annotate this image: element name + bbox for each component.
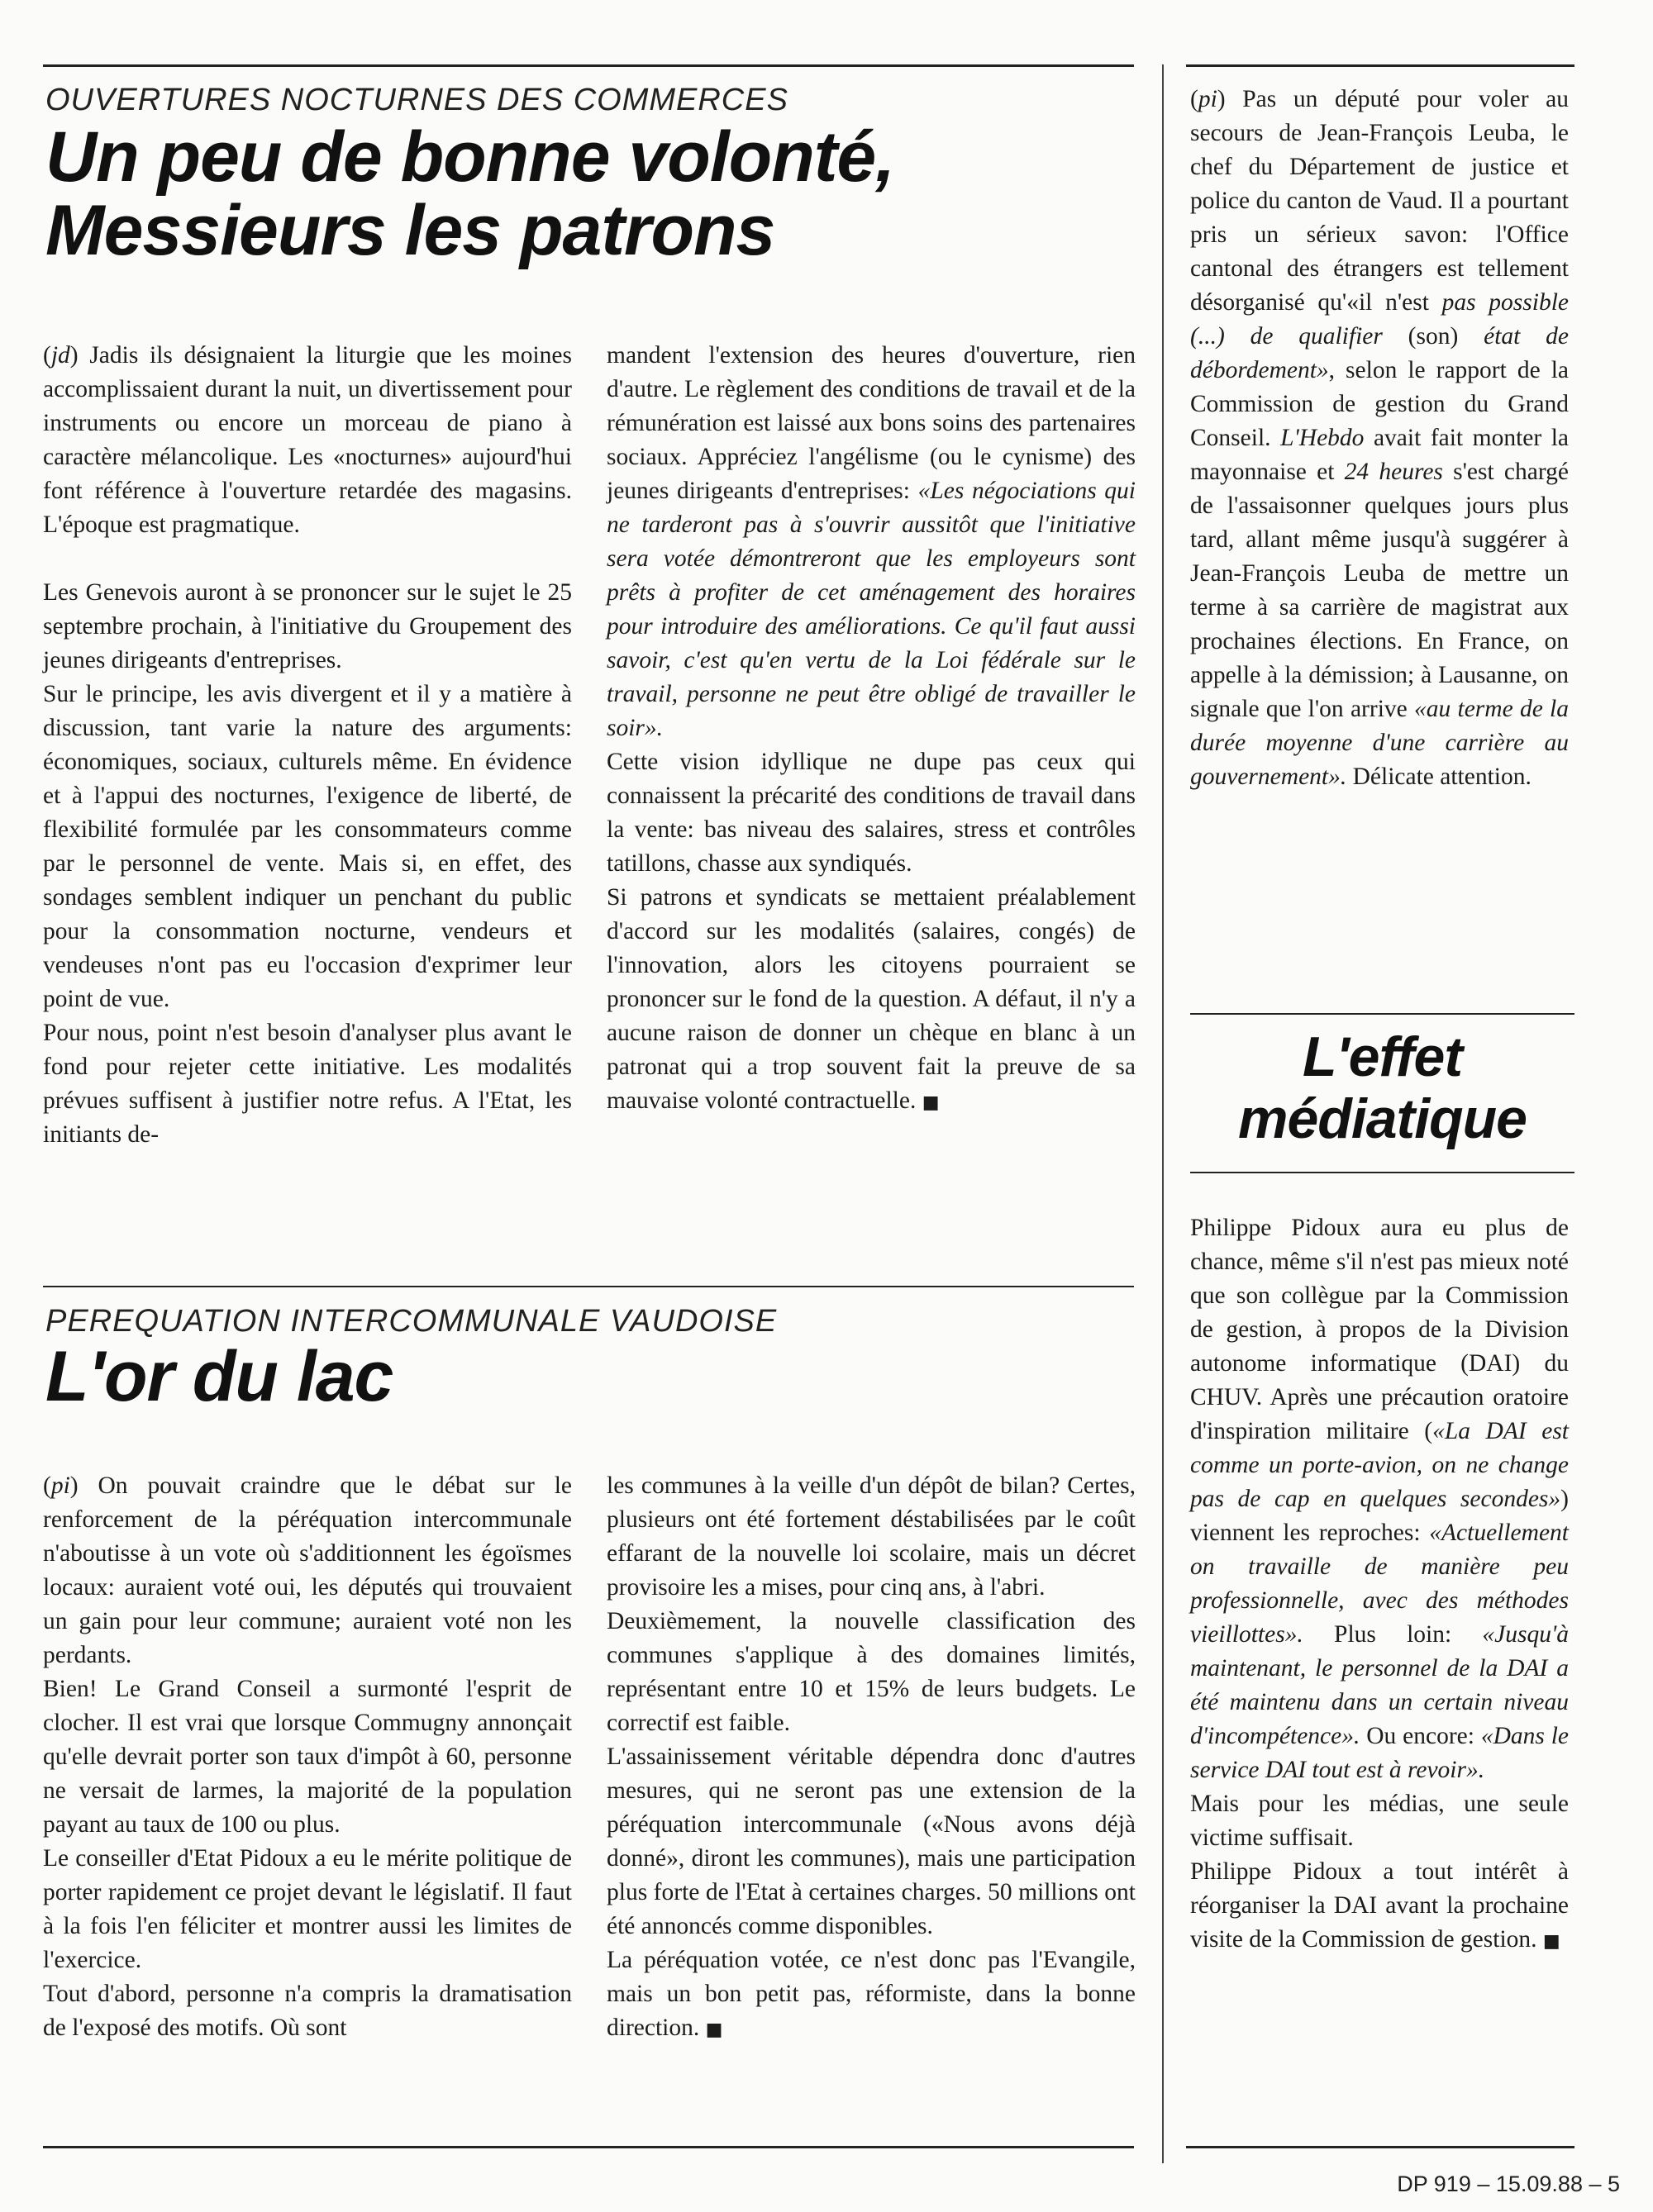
bottom-rule-main	[43, 2146, 1134, 2148]
article2-col2-paragraph-3: L'assainissement véritable dépendra donc d'autres mesures, qui ne seront pas une extension de la péréquation intercommunale («Nous avons déjà donné», diront les communes), mais une participation plus forte de l'Etat à certaines charges. 50 millions ont été annoncés comme disponibles.	[607, 1743, 1136, 1939]
article2-headline: L'or du lac	[45, 1337, 393, 1416]
sidebar-bottom-column	[1190, 1211, 1569, 1958]
sidebar-top-byline: pi	[1198, 86, 1217, 112]
article2-col1-paragraph-2: Bien! Le Grand Conseil a surmonté l'esprit de clocher. Il est vrai que lorsque Commugny annonçait qu'elle devrait porter son taux d'impôt à 60, personne ne versait de larmes, la majorité de la population payant au taux de 100 ou plus.	[43, 1676, 572, 1838]
article2-column-1	[43, 1469, 572, 2045]
article1-column-1	[43, 339, 572, 1152]
sidebar-bottom-headline-line2: médiatique	[1238, 1087, 1527, 1150]
article2-col2-paragraph-2: Deuxièmement, la nouvelle classification des communes s'applique à des domaines limités, représentant entre 10 et 15% de leurs budgets. Le correctif est faible.	[607, 1608, 1136, 1736]
article1-headline-line1: Un peu de bonne volonté,	[45, 117, 895, 197]
sidebar-top-column	[1190, 83, 1569, 794]
sidebar-bottom-paragraph-3: Philippe Pidoux a tout intérêt à réorganiser la DAI avant la prochaine visite de la Commission de gestion. ■	[1190, 1858, 1569, 1953]
column-divider	[1162, 64, 1164, 2163]
article1-byline: jd	[50, 342, 70, 369]
sidebar-bottom-headline-line1: L'effet	[1302, 1025, 1463, 1088]
sidebar-top-paragraph: (pi) Pas un député pour voler au secours de Jean-François Leuba, le chef du Département de justice et police du canton de Vaud. Il a pourtant pris un sérieux savon: l'Office cantonal des étrangers est tellement désorganisé qu'«il n'est pas possible (...) de qualifier (son) état de débordement», selon le rapport de la Commission de gestion du Grand Conseil. L'Hebdo avait fait monter la mayonnaise et 24 heures s'est chargé de l'assaisonner quelques jours plus tard, allant même jusqu'à suggérer à Jean-François Leuba de mettre un terme à sa carrière de magistrat aux prochaines élections. En France, on appelle à la démission; à Lausanne, on signale que l'on arrive «au terme de la durée moyenne d'une carrière au gouvernement». Délicate attention.	[1190, 86, 1570, 790]
article1-col1-paragraph-2: Les Genevois auront à se prononcer sur le sujet le 25 septembre prochain, à l'initiative du Groupement des jeunes dirigeants d'entreprises.	[43, 579, 572, 673]
article1-quote: «Les négociations qui ne tarderont pas à s'ouvrir aussitôt que l'initiative sera votée démontreront que les employeurs sont prêts à profiter de cet aménagement des horaires pour introduire des améliorations. Ce qu'il faut aussi savoir, c'est qu'en vertu de la Loi fédérale sur le travail, personne ne peut être obligé de travailler le soir».	[607, 478, 1136, 741]
sidebar-bottom-paragraph-1: Philippe Pidoux aura eu plus de chance, même s'il n'est pas mieux noté que son collègue par la Commission de gestion, à propos de la Division autonome informatique (DAI) du CHUV. Après une précaution oratoire d'inspiration militaire («La DAI est comme un porte-avion, on ne change pas de cap en quelques secondes») viennent les reproches: «Actuellement on travaille de manière peu professionnelle, avec des méthodes vieillottes». Plus loin: «Jusqu'à maintenant, le personnel de la DAI a été maintenu dans un certain niveau d'incompétence». Ou encore: «Dans le service DAI tout est à revoir».	[1190, 1215, 1570, 1783]
end-mark-icon: ■	[922, 1092, 940, 1113]
sidebar-bottom-paragraph-2: Mais pour les médias, une seule victime suffisait.	[1190, 1791, 1569, 1851]
article1-col2-paragraph-1: mandent l'extension des heures d'ouverture, rien d'autre. Le règlement des conditions de travail et de la rémunération est laissé aux bons soins des partenaires sociaux. Appréciez l'angélisme (ou le cynisme) des jeunes dirigeants d'entreprises: «Les négociations qui ne tarderont pas à s'ouvrir aussitôt que l'initiative sera votée démontreront que les employeurs sont prêts à profiter de cet aménagement des horaires pour introduire des améliorations. Ce qu'il faut aussi savoir, c'est qu'en vertu de la Loi fédérale sur le travail, personne ne peut être obligé de travailler le soir».	[607, 342, 1136, 741]
article1-headline	[45, 117, 1136, 271]
article2-column-2	[607, 1469, 1136, 2047]
article1-kicker: OUVERTURES NOCTURNES DES COMMERCES	[45, 83, 788, 117]
sidebar-bottom-headline	[1190, 1026, 1574, 1150]
article1-col1-paragraph-1: (jd) Jadis ils désignaient la liturgie que les moines accomplissaient durant la nuit, un divertissement pour instruments ou encore un morceau de piano à caractère mélancolique. Les «nocturnes» aujourd'hui font référence à l'ouverture retardée des magasins. L'époque est pragmatique.	[43, 342, 572, 538]
article1-col1-paragraph-3: Sur le principe, les avis divergent et il y a matière à discussion, tant varie la nature des arguments: économiques, sociaux, culturels même. En évidence et à l'appui des nocturnes, l'exigence de liberté, de flexibilité formulée par les consommateurs comme par le personnel de vente. Mais si, en effet, des sondages semblent indiquer un penchant du public pour la consommation nocturne, vendeurs et vendeuses n'ont pas eu l'occasion d'exprimer leur point de vue.	[43, 681, 572, 1012]
article2-byline: pi	[50, 1472, 70, 1499]
article2-col2-paragraph-1: les communes à la veille d'un dépôt de bilan? Certes, plusieurs ont été fortement déstabilisées par le coût effarant de la nouvelle loi scolaire, mais un décret provisoire les a mises, pour cinq ans, à l'abri.	[607, 1472, 1136, 1601]
article1-col2-paragraph-2: Cette vision idyllique ne dupe pas ceux qui connaissent la précarité des conditions de travail dans la vente: bas niveau des salaires, stress et contrôles tatillons, chasse aux syndiqués.	[607, 749, 1136, 877]
article2-col1-paragraph-1: (pi) On pouvait craindre que le débat sur le renforcement de la péréquation intercommunale n'aboutisse à un vote où s'additionnent les égoïsmes locaux: auraient voté oui, les députés qui trouvaient un gain pour leur commune; auraient voté non les perdants.	[43, 1472, 572, 1668]
sidebar-separator-rule-bottom	[1190, 1172, 1574, 1173]
article1-headline-line2: Messieurs les patrons	[45, 191, 775, 271]
article2-col2-paragraph-4: La péréquation votée, ce n'est donc pas l'Evangile, mais un bon petit pas, réformiste, dans la bonne direction. ■	[607, 1947, 1136, 2041]
article2-col1-paragraph-3: Le conseiller d'Etat Pidoux a eu le mérite politique de porter rapidement ce projet devant le législatif. Il faut à la fois l'en féliciter et montrer aussi les limites de l'exercice.	[43, 1845, 572, 1973]
top-rule-sidebar	[1186, 64, 1574, 67]
publication-name: 24 heures	[1344, 459, 1443, 485]
end-mark-icon: ■	[1542, 1931, 1560, 1952]
top-rule-main	[43, 64, 1134, 67]
article-separator-rule	[43, 1286, 1134, 1287]
article1-col1-paragraph-4: Pour nous, point n'est besoin d'analyser plus avant le fond pour rejeter cette initiative. Les modalités prévues suffisent à justifier notre refus. A l'Etat, les initiants de-	[43, 1020, 572, 1148]
end-mark-icon: ■	[705, 2019, 723, 2040]
sidebar-separator-rule-top	[1190, 1013, 1574, 1015]
publication-name: L'Hebdo	[1280, 425, 1365, 451]
page-footer: DP 919 – 15.09.88 – 5	[1397, 2172, 1620, 2196]
article2-kicker: PEREQUATION INTERCOMMUNALE VAUDOISE	[45, 1304, 778, 1339]
article1-column-2	[607, 339, 1136, 1120]
article2-col1-paragraph-4: Tout d'abord, personne n'a compris la dramatisation de l'exposé des motifs. Où sont	[43, 1981, 572, 2041]
bottom-rule-sidebar	[1186, 2146, 1574, 2148]
article1-col2-paragraph-3: Si patrons et syndicats se mettaient préalablement d'accord sur les modalités (salaires, congés) de l'innovation, alors les citoyens pourraient se prononcer sur le fond de la question. A défaut, il n'y a aucune raison de donner un chèque en blanc à un patronat qui a trop souvent fait la preuve de sa mauvaise volonté contractuelle. ■	[607, 884, 1136, 1114]
